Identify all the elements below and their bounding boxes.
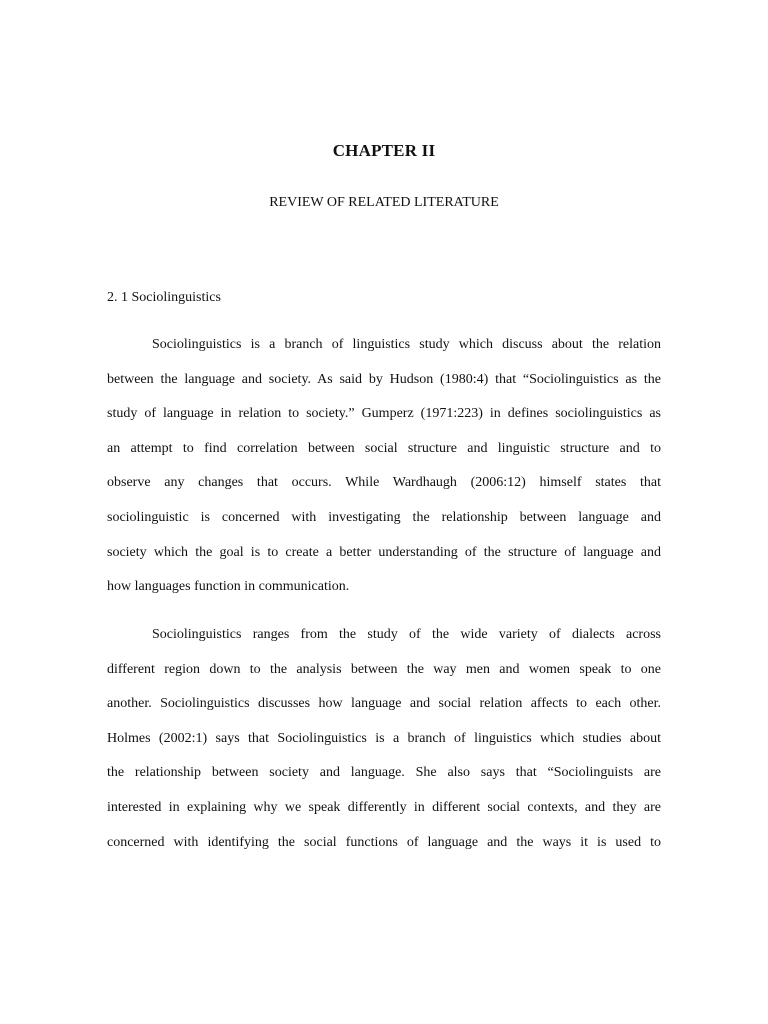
paragraph-2-line: another. Sociolinguistics discusses how language and social relation affects to each other. bbox=[107, 696, 661, 712]
paragraph-2-line: interested in explaining why we speak differently in different social contexts, and they are bbox=[107, 799, 661, 815]
paragraph-1 bbox=[107, 328, 661, 605]
paragraph-1-line: an attempt to find correlation between social structure and linguistic structure and to bbox=[107, 440, 661, 456]
paragraph-1-line: between the language and society. As said by Hudson (1980:4) that “Sociolinguistics as the bbox=[107, 371, 661, 387]
paragraph-2-line: Holmes (2002:1) says that Sociolinguistics is a branch of linguistics which studies about bbox=[107, 730, 661, 746]
paragraph-2-line: Sociolinguistics ranges from the study of the wide variety of dialects across bbox=[152, 627, 661, 642]
paragraph-2-line: the relationship between society and language. She also says that “Sociolinguists are bbox=[107, 765, 661, 781]
section-heading: 2. 1 Sociolinguistics bbox=[107, 290, 221, 305]
paragraph-1-line: society which the goal is to create a better understanding of the structure of language and bbox=[107, 544, 661, 560]
chapter-title: CHAPTER II bbox=[332, 141, 436, 160]
paragraph-1-line: study of language in relation to society.” Gumperz (1971:223) in defines sociolinguistics as bbox=[107, 406, 661, 422]
paragraph-1-line: Sociolinguistics is a branch of linguistics study which discuss about the relation bbox=[152, 337, 661, 352]
paragraph-2-line: concerned with identifying the social functions of language and the ways it is used to bbox=[107, 834, 661, 850]
paragraph-2 bbox=[107, 618, 661, 860]
chapter-subtitle: REVIEW OF RELATED LITERATURE bbox=[269, 195, 499, 210]
paragraph-2-line: different region down to the analysis between the way men and women speak to one bbox=[107, 661, 661, 677]
paragraph-1-line: observe any changes that occurs. While Wardhaugh (2006:12) himself states that bbox=[107, 475, 661, 491]
paragraph-1-line: how languages function in communication. bbox=[107, 579, 350, 595]
paragraph-1-line: sociolinguistic is concerned with investigating the relationship between language and bbox=[107, 509, 661, 525]
